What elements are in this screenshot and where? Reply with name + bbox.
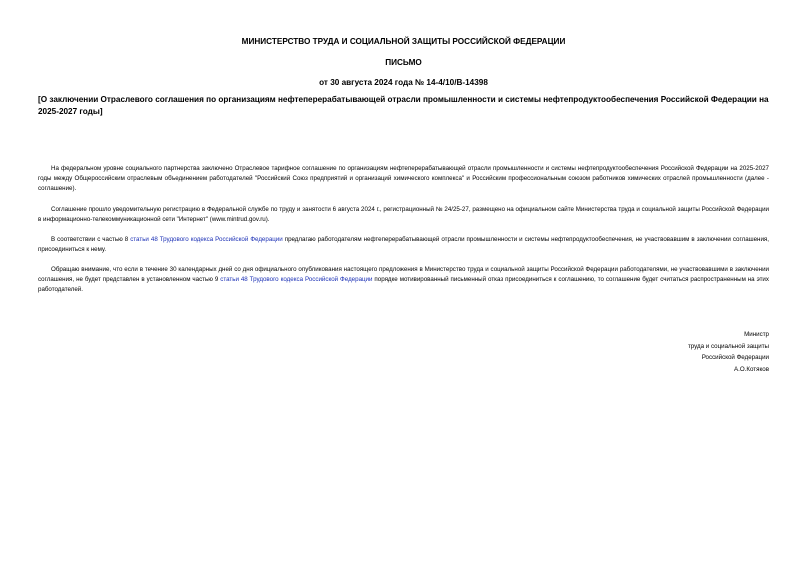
body-paragraph-3 <box>38 235 769 255</box>
labor-code-article-48-link[interactable]: статьи 48 Трудового кодекса Российской Федерации <box>130 236 283 243</box>
body-paragraph-2: Соглашение прошло уведомительную регистрацию в Федеральной службе по труду и занятости 6 августа 2024 г., регистрационный № 24/25-27, размещено на официальном сайте Министерства труда и социальной защиты Российской Федерации в информационно-телекоммуникационной сети "Интернет" (www.mintrud.gov.ru). <box>38 206 769 223</box>
document-type: ПИСЬМО <box>385 58 422 67</box>
ministry-title: МИНИСТЕРСТВО ТРУДА И СОЦИАЛЬНОЙ ЗАЩИТЫ РОССИЙСКОЙ ФЕДЕРАЦИИ <box>241 37 566 46</box>
paragraph-3-text-before: В соответствии с частью 8 <box>51 236 131 243</box>
paragraph-4-text-after: порядке мотивированный письменный отказ присоединиться к соглашению, то соглашение будет считаться распространенным на этих работодателей. <box>38 276 769 293</box>
signature-name: А.О.Котяков <box>734 365 769 373</box>
document-date-number: от 30 августа 2024 года № 14-4/10/В-14398 <box>319 78 488 87</box>
labor-code-article-48-link-2[interactable]: статьи 48 Трудового кодекса Российской Федерации <box>220 276 373 283</box>
signature-country: Российской Федерации <box>701 354 769 361</box>
body-paragraph-1: На федеральном уровне социального партнерства заключено Отраслевое тарифное соглашение по организациям нефтеперерабатывающей отрасли промышленности и системы нефтепродуктообеспечения Российской Федерации на 2025-2027 годы между Общероссийским отраслевым объединением работодателей "Российский Союз предприятий и организаций химического комплекса" и Российским профессиональным союзом работников химических отраслей промышленности (далее - соглашение). <box>38 165 769 192</box>
body-paragraph-4 <box>38 265 769 295</box>
signature-ministry: труда и социальной защиты <box>687 342 769 350</box>
paragraph-3-text-after: предлагаю работодателям нефтеперерабатывающей отрасли промышленности и системы нефтепродуктообеспечения, не участвовавшим в заключении соглашения, присоединиться к нему. <box>38 236 769 253</box>
paragraph-4-text-before: Обращаю внимание, что если в течение 30 календарных дней со дня официального опубликования настоящего предложения в Министерство труда и социальной защиты Российской Федерации работодателями, не участвовавшими в заключении соглашения, не будет представлен в установленном частью 9 <box>38 266 769 283</box>
document-subject: [О заключении Отраслевого соглашения по организациям нефтеперерабатывающей отрасли промышленности и системы нефтепродуктообеспечения Российской Федерации на 2025-2027 годы] <box>38 95 769 116</box>
signature-block <box>688 329 769 375</box>
signature-position: Министр <box>744 331 769 338</box>
